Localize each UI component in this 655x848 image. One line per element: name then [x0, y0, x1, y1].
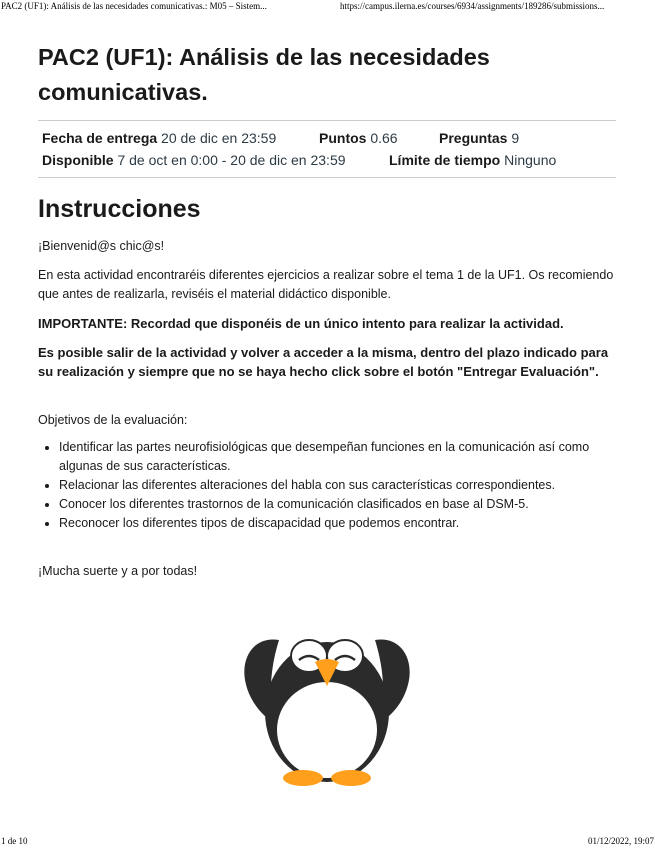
due-date-label: Fecha de entrega	[42, 130, 158, 146]
penguin-right-foot	[331, 770, 371, 786]
availability-value: 7 de oct en 0:00 - 20 de dic en 23:59	[117, 152, 346, 168]
quiz-content	[38, 40, 616, 581]
penguin-illustration	[241, 628, 413, 786]
time-limit-label: Límite de tiempo	[389, 152, 501, 168]
details-row-1	[42, 127, 616, 149]
print-footer-date: 01/12/2022, 19:07	[587, 836, 654, 846]
availability	[42, 149, 389, 171]
intro-text: En esta actividad encontraréis diferentes ejercicios a realizar sobre el tema 1 de la UF1. Os recomiendo que antes de realizarla, reviséis el material didáctico disponible.	[38, 268, 614, 301]
print-footer	[0, 834, 655, 848]
print-header-url: https://campus.ilerna.es/courses/6934/assignments/189286/submissions...	[340, 1, 605, 11]
quiz-title: PAC2 (UF1): Análisis de las necesidades comunicativas.	[38, 44, 490, 105]
penguin-belly	[277, 682, 377, 778]
greeting-text: ¡Bienvenid@s chic@s!	[38, 239, 165, 253]
objective-item: • Conocer los diferentes trastornos de la comunicación clasificados en base al DSM-5.	[59, 495, 616, 514]
questions-value: 9	[511, 130, 520, 146]
objective-item: • Identificar las partes neurofisiológicas que desempeñan funciones en la comunicación así como algunas de sus características.	[59, 438, 616, 476]
details-row-2	[42, 149, 616, 171]
instructions-heading: Instrucciones	[38, 195, 201, 223]
questions-label: Preguntas	[439, 130, 508, 146]
important-text: IMPORTANTE: Recordad que disponéis de un único intento para realizar la actividad.	[38, 316, 564, 331]
due-date	[42, 127, 319, 149]
quiz-details	[38, 120, 616, 178]
penguin-left-foot	[283, 770, 323, 786]
closing-text: ¡Mucha suerte y a por todas!	[38, 564, 198, 578]
print-header	[0, 0, 655, 14]
objectives-list	[38, 438, 616, 533]
time-limit-value: Ninguno	[504, 152, 557, 168]
objective-item: • Relacionar las diferentes alteraciones del habla con sus características correspondientes.	[59, 476, 616, 495]
due-date-value: 20 de dic en 23:59	[161, 130, 277, 146]
points-label: Puntos	[319, 130, 367, 146]
exit-note-text: Es posible salir de la actividad y volver a acceder a la misma, dentro del plazo indicado para su realización y siempre que no se haya hecho click sobre el botón "Entregar Evaluación".	[38, 345, 609, 379]
questions	[439, 127, 519, 149]
objective-item: • Reconocer los diferentes tipos de discapacidad que podemos encontrar.	[59, 514, 616, 533]
points-value: 0.66	[370, 130, 398, 146]
print-header-title: PAC2 (UF1): Análisis de las necesidades comunicativas.: M05 – Sistem...	[1, 1, 267, 11]
objectives-label: Objetivos de la evaluación:	[38, 413, 188, 427]
time-limit	[389, 149, 556, 171]
points	[319, 127, 439, 149]
print-footer-page: 1 de 10	[1, 836, 28, 846]
availability-label: Disponible	[42, 152, 114, 168]
